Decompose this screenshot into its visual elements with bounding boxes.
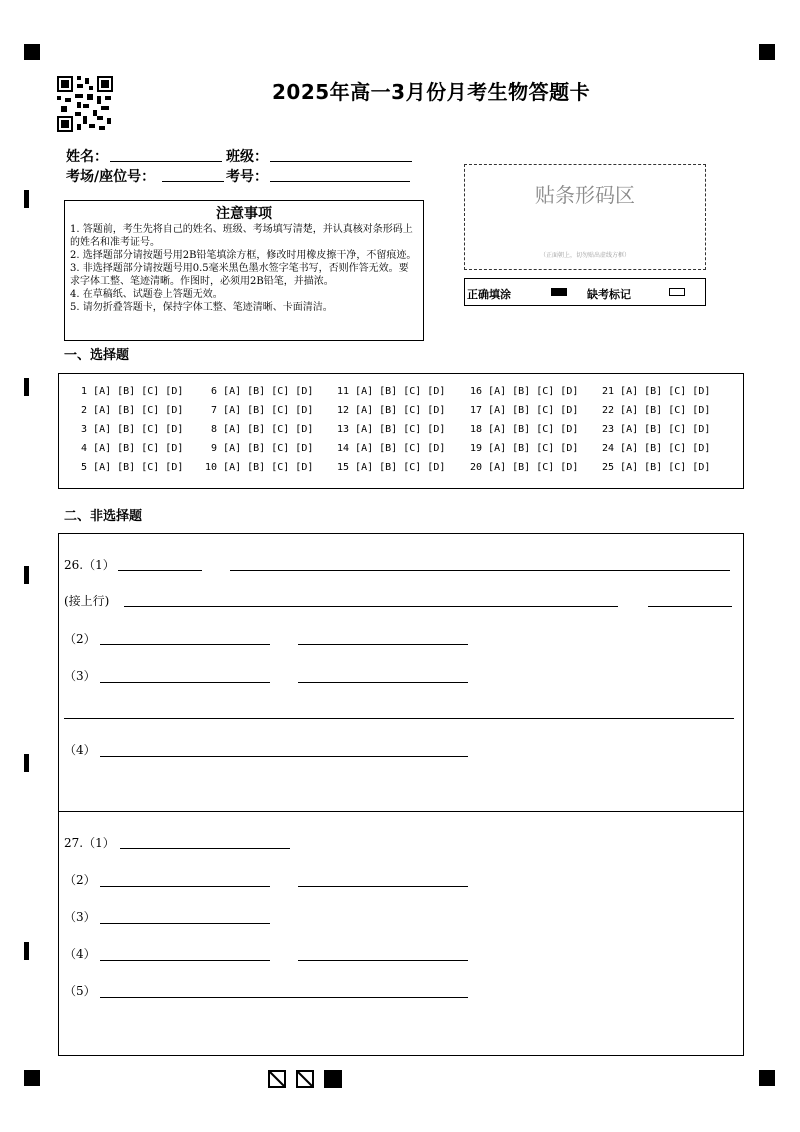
q27-part3-answer-line[interactable] xyxy=(100,923,270,924)
side-mark xyxy=(24,566,29,584)
page-code-crossed-square-icon xyxy=(268,1070,286,1088)
choice-item[interactable]: 1 [A] [B] [C] [D] xyxy=(75,386,184,397)
q26-part1-label: 26.（1） xyxy=(64,558,115,572)
name-field[interactable] xyxy=(110,161,222,162)
q26-part2-answer-line[interactable] xyxy=(298,644,468,645)
q26-part3-long-answer-line[interactable] xyxy=(64,718,734,719)
q26-part1-answer-line[interactable] xyxy=(230,570,730,571)
filled-box-icon xyxy=(551,288,567,296)
absent-checkbox[interactable] xyxy=(669,288,685,296)
q27-part2-label: （2） xyxy=(64,873,96,887)
page-code-filled-square-icon xyxy=(324,1070,342,1088)
non-choice-answer-box xyxy=(58,533,744,1056)
q26-continued-answer-line[interactable] xyxy=(124,606,618,607)
class-field[interactable] xyxy=(270,161,412,162)
barcode-label: 贴条形码区 xyxy=(535,183,635,207)
corner-mark-bottom-left xyxy=(24,1070,40,1086)
barcode-area xyxy=(464,164,706,270)
notice-box xyxy=(64,200,424,341)
choice-item[interactable]: 12 [A] [B] [C] [D] xyxy=(337,405,446,416)
choice-item[interactable]: 3 [A] [B] [C] [D] xyxy=(75,424,184,435)
choice-item[interactable]: 11 [A] [B] [C] [D] xyxy=(337,386,446,397)
notice-item: 4. 在草稿纸、试题卷上答题无效。 xyxy=(70,289,223,300)
choice-item[interactable]: 21 [A] [B] [C] [D] xyxy=(602,386,711,397)
q27-part3-label: （3） xyxy=(64,910,96,924)
question-divider xyxy=(58,811,744,812)
choice-item[interactable]: 15 [A] [B] [C] [D] xyxy=(337,462,446,473)
q26-part2-answer-line[interactable] xyxy=(100,644,270,645)
choice-item[interactable]: 14 [A] [B] [C] [D] xyxy=(337,443,446,454)
choice-item[interactable]: 22 [A] [B] [C] [D] xyxy=(602,405,711,416)
q27-part2-answer-line[interactable] xyxy=(298,886,468,887)
q26-part3-answer-line[interactable] xyxy=(100,682,270,683)
choice-answer-grid xyxy=(58,373,744,489)
q26-part3-label: （3） xyxy=(64,669,96,683)
barcode-hint: （正面朝上，切勿贴出虚线方框） xyxy=(539,252,630,259)
absent-mark-label: 缺考标记 xyxy=(587,288,631,301)
q26-part4-answer-line[interactable] xyxy=(100,756,468,757)
side-mark xyxy=(24,942,29,960)
side-mark xyxy=(24,378,29,396)
page-title: 2025年高一3月份月考生物答题卡 xyxy=(272,80,591,104)
q27-part4-answer-line[interactable] xyxy=(298,960,468,961)
choice-item[interactable]: 23 [A] [B] [C] [D] xyxy=(602,424,711,435)
q26-continued-answer-line[interactable] xyxy=(648,606,732,607)
non-choice-section-title: 二、非选择题 xyxy=(64,509,143,524)
fill-legend xyxy=(464,278,706,306)
choice-item[interactable]: 4 [A] [B] [C] [D] xyxy=(75,443,184,454)
notice-title: 注意事项 xyxy=(216,206,272,222)
choice-section-title: 一、选择题 xyxy=(64,348,130,363)
choice-item[interactable]: 18 [A] [B] [C] [D] xyxy=(470,424,579,435)
name-label: 姓名： xyxy=(66,149,108,165)
choice-item[interactable]: 20 [A] [B] [C] [D] xyxy=(470,462,579,473)
notice-item: 2. 选择题部分请按题号用2B铅笔填涂方框，修改时用橡皮擦干净，不留痕迹。 xyxy=(70,250,417,261)
q27-part1-answer-line[interactable] xyxy=(120,848,290,849)
class-label: 班级： xyxy=(226,149,268,165)
choice-item[interactable]: 2 [A] [B] [C] [D] xyxy=(75,405,184,416)
choice-item[interactable]: 13 [A] [B] [C] [D] xyxy=(337,424,446,435)
side-mark xyxy=(24,754,29,772)
choice-item[interactable]: 16 [A] [B] [C] [D] xyxy=(470,386,579,397)
room-seat-label: 考场/座位号： xyxy=(66,169,156,185)
choice-item[interactable]: 10 [A] [B] [C] [D] xyxy=(205,462,314,473)
qr-code-icon xyxy=(57,76,113,132)
notice-item: 5. 请勿折叠答题卡，保持字体工整、笔迹清晰、卡面清洁。 xyxy=(70,302,333,313)
page-code-crossed-square-icon xyxy=(296,1070,314,1088)
q27-part5-answer-line[interactable] xyxy=(100,997,468,998)
exam-number-field[interactable] xyxy=(270,181,410,182)
choice-item[interactable]: 7 [A] [B] [C] [D] xyxy=(205,405,314,416)
choice-item[interactable]: 9 [A] [B] [C] [D] xyxy=(205,443,314,454)
q26-part1-answer-line[interactable] xyxy=(118,570,202,571)
q27-part2-answer-line[interactable] xyxy=(100,886,270,887)
q27-part4-answer-line[interactable] xyxy=(100,960,270,961)
choice-item[interactable]: 17 [A] [B] [C] [D] xyxy=(470,405,579,416)
choice-item[interactable]: 6 [A] [B] [C] [D] xyxy=(205,386,314,397)
notice-item: 1. 答题前，考生先将自己的姓名、班级、考场填写清楚，并认真核对条形码上的姓名和准考证号。 xyxy=(70,224,413,248)
corner-mark-top-right xyxy=(759,44,775,60)
correct-fill-label: 正确填涂 xyxy=(467,288,511,301)
choice-item[interactable]: 8 [A] [B] [C] [D] xyxy=(205,424,314,435)
choice-item[interactable]: 5 [A] [B] [C] [D] xyxy=(75,462,184,473)
exam-number-label: 考号： xyxy=(226,169,268,185)
q27-part4-label: （4） xyxy=(64,947,96,961)
corner-mark-top-left xyxy=(24,44,40,60)
corner-mark-bottom-right xyxy=(759,1070,775,1086)
q26-part3-answer-line[interactable] xyxy=(298,682,468,683)
choice-item[interactable]: 24 [A] [B] [C] [D] xyxy=(602,443,711,454)
q26-continued-label: (接上行) xyxy=(64,594,110,608)
choice-item[interactable]: 19 [A] [B] [C] [D] xyxy=(470,443,579,454)
q27-part1-label: 27.（1） xyxy=(64,836,115,850)
q26-part2-label: （2） xyxy=(64,632,96,646)
side-mark xyxy=(24,190,29,208)
q26-part4-label: （4） xyxy=(64,743,96,757)
room-seat-field[interactable] xyxy=(162,181,224,182)
choice-item[interactable]: 25 [A] [B] [C] [D] xyxy=(602,462,711,473)
notice-item: 3. 非选择题部分请按题号用0.5毫米黑色墨水签字笔书写，否则作答无效。要求字体工整、笔迹清晰。作图时，必须用2B铅笔，并描浓。 xyxy=(70,263,409,287)
q27-part5-label: （5） xyxy=(64,984,96,998)
